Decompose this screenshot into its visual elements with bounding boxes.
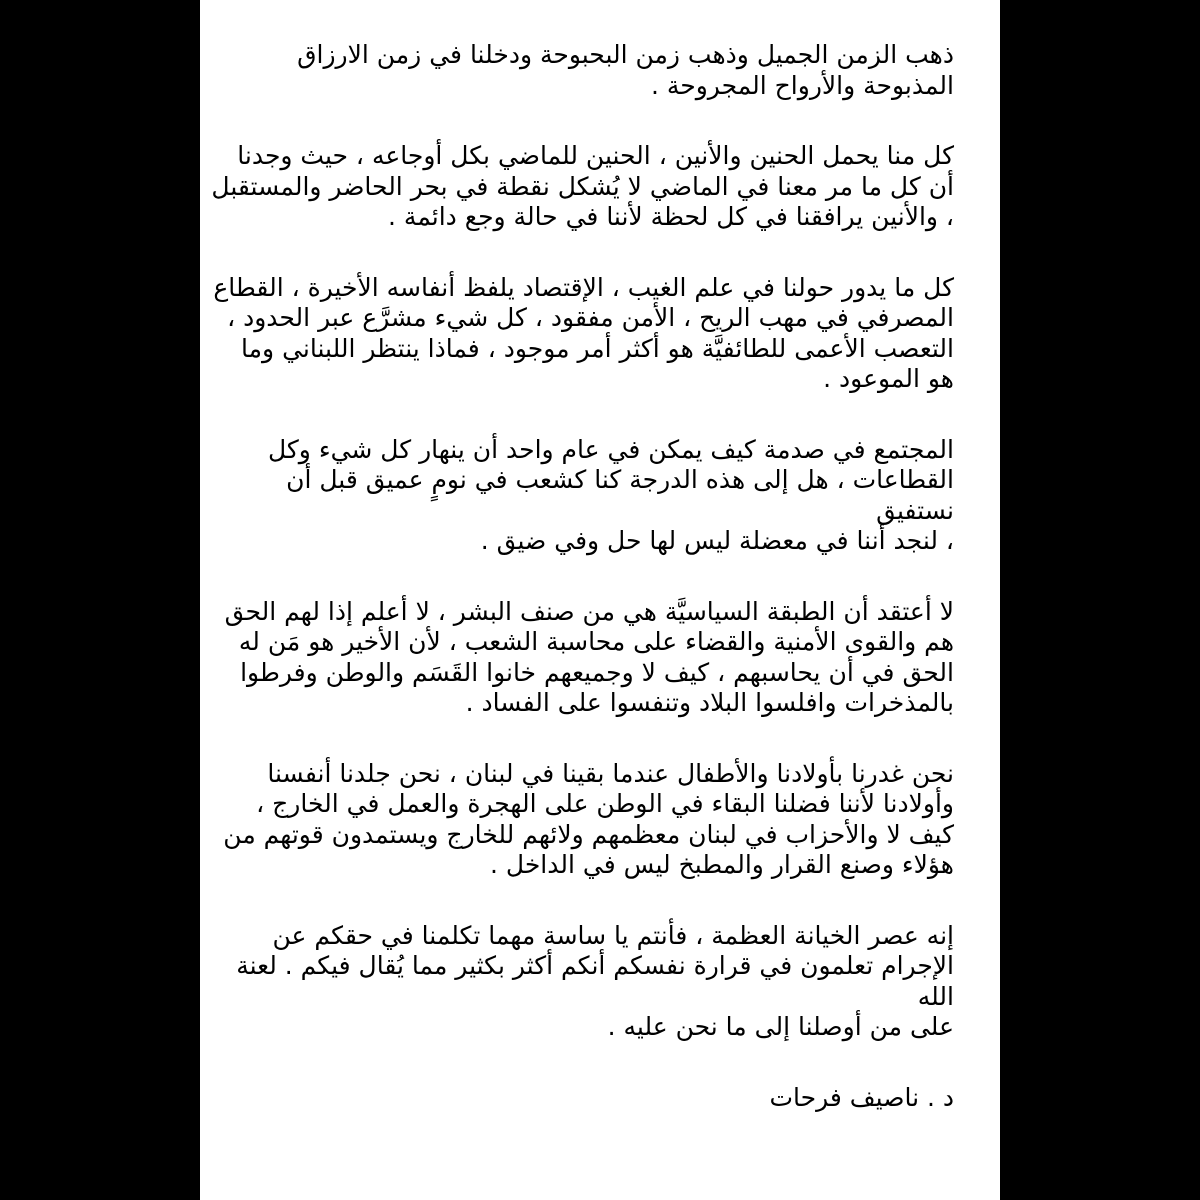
paragraph-6: نحن غدرنا بأولادنا والأطفال عندما بقينا في لبنان ، نحن جلدنا أنفسنا وأولادنا لأننا فضلنا البقاء في الوطن على الهجرة والعمل في الخارج ، كيف لا والأحزاب في لبنان معظمهم ولائهم للخارج ويستمدون قوتهم من هؤلاء وصنع القرار والمطبخ ليس في الداخل . (223, 758, 954, 879)
paragraph-3: كل ما يدور حولنا في علم الغيب ، الإقتصاد يلفظ أنفاسه الأخيرة ، القطاع المصرفي في مهب الريح ، الأمن مفقود ، كل شيء مشرَّع عبر الحدود ، التعصب الأعمى للطائفيَّة هو أكثر أمر موجود ، فماذا ينتظر اللبناني وما هو الموعود . (213, 272, 954, 393)
paragraph-7: إنه عصر الخيانة العظمة ، فأنتم يا ساسة مهما تكلمنا في حقكم عن الإجرام تعلمون في قرارة نفسكم أنكم أكثر بكثير مما يُقال فيكم . لعنة الله على من أوصلنا إلى ما نحن عليه . (236, 920, 954, 1041)
paragraph-5: لا أعتقد أن الطبقة السياسيَّة هي من صنف البشر ، لا أعلم إذا لهم الحق هم والقوى الأمنية والقضاء على محاسبة الشعب ، لأن الأخير هو مَن له الحق في أن يحاسبهم ، كيف لا وجميعهم خانوا القَسَم والوطن وفرطوا بالمذخرات وافلسوا البلاد وتنفسوا على الفساد . (224, 596, 954, 717)
paragraph-2: كل منا يحمل الحنين والأنين ، الحنين للماضي بكل أوجاعه ، حيث وجدنا أن كل ما مر معنا في الماضي لا يُشكل نقطة في بحر الحاضر والمستقبل ، والأنين يرافقنا في كل لحظة لأننا في حالة وجع دائمة . (211, 141, 954, 231)
document-body (208, 40, 954, 1113)
paragraph-4: المجتمع في صدمة كيف يمكن في عام واحد أن ينهار كل شيء وكل القطاعات ، هل إلى هذه الدرجة كنا كشعب في نومٍ عميق قبل أن نستفيق ، لنجد أننا في معضلة ليس لها حل وفي ضيق . (267, 434, 954, 555)
paragraph-1: ذهب الزمن الجميل وذهب زمن البحبوحة ودخلنا في زمن الارزاق المذبوحة والأرواح المجروحة . (297, 40, 954, 100)
author-signature: د . ناصيف فرحات (769, 1082, 954, 1112)
document-page (200, 0, 1000, 1200)
